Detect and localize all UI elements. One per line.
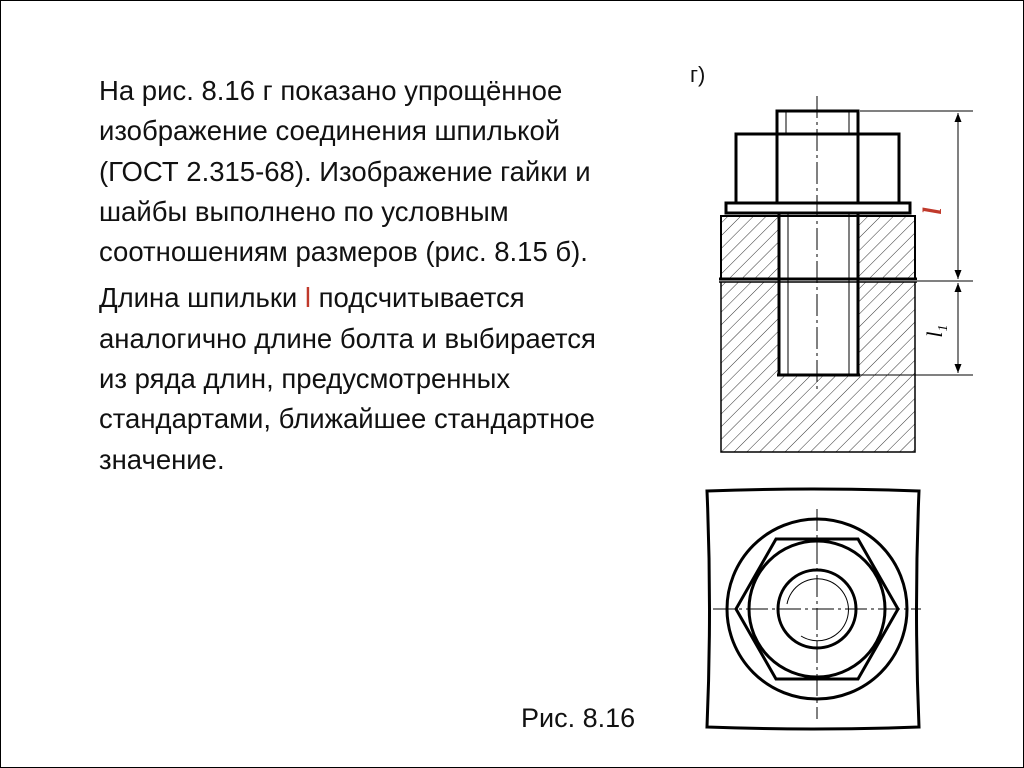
- dimension-l1-label: [922, 324, 951, 337]
- section-view: [719, 96, 917, 452]
- stud-connection-drawing: [1, 1, 1023, 767]
- paragraph-stud-length-start: Длина шпильки: [99, 282, 305, 314]
- dimension-l-label: l: [918, 207, 947, 215]
- figure-caption: Рис. 8.16: [521, 703, 636, 733]
- paragraph-stud-length-end: подсчитывается аналогично длине болта и выбирается из ряда длин, предусмотренных стандартами, ближайшее стандартное значение.: [99, 282, 596, 475]
- dimension-l1-subscript: 1: [936, 324, 951, 332]
- stud-body: [777, 213, 860, 375]
- top-view: [707, 489, 921, 729]
- length-symbol-l: l: [304, 282, 311, 314]
- upper-plate: [721, 216, 915, 279]
- dimension-l1-base: l: [922, 331, 947, 338]
- figure-label: г): [690, 62, 706, 87]
- base-part: [719, 279, 917, 452]
- paragraph-gost: На рис. 8.16 г показано упрощённое изображение соединения шпилькой (ГОСТ 2.315-68). Изображение гайки и шайбы выполнено по условным соотношениям размеров (рис. 8.15 б).: [99, 75, 591, 268]
